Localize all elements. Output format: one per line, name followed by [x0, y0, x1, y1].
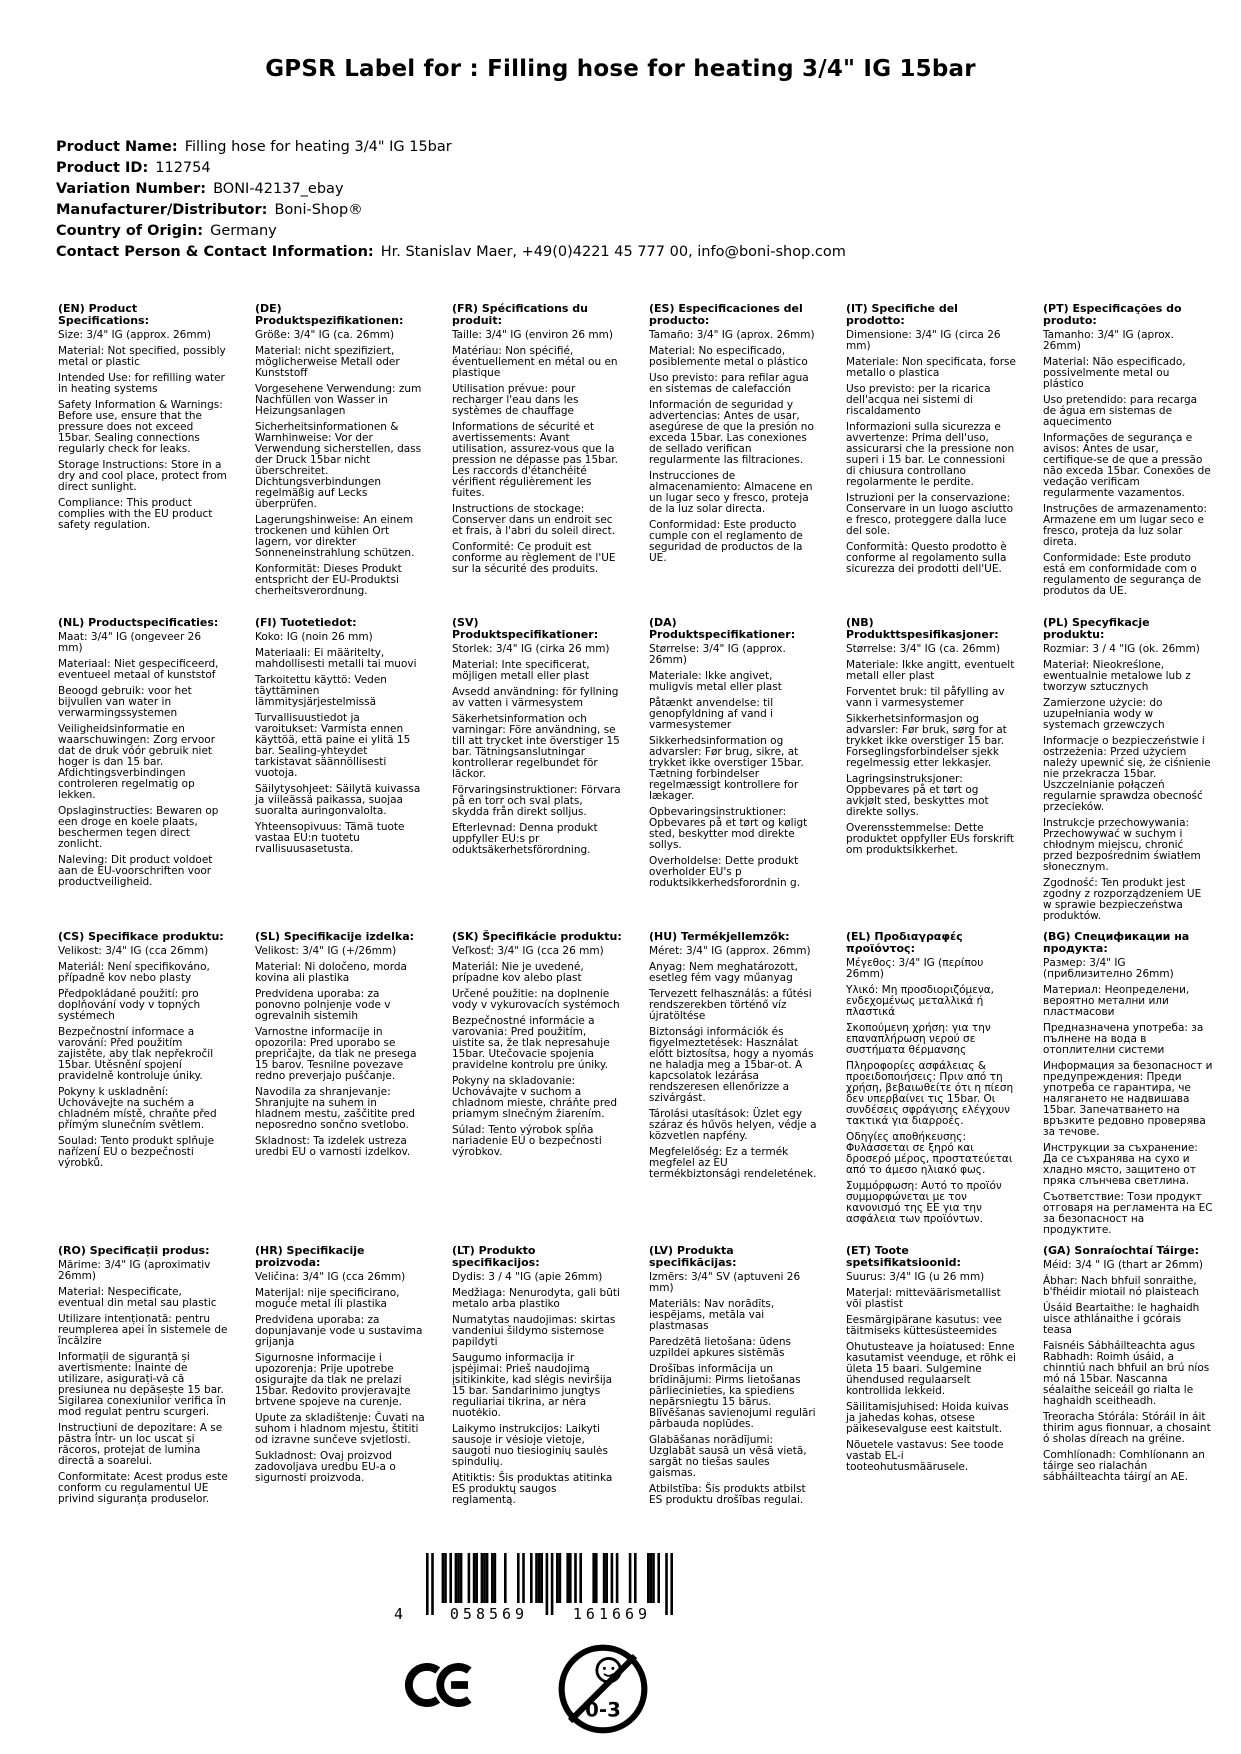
age-warning-label: 0-3	[585, 1698, 621, 1722]
field-label: Country of Origin:	[56, 223, 204, 239]
product-info-line	[56, 179, 846, 200]
spec-paragraph: Istruzioni per la conservazione: Conservare in un luogo asciutto e fresco, proteggere dalla luce del sole.	[846, 492, 1014, 537]
spec-paragraph: Påtænkt anvendelse: til genopfyldning af vand i varmesystemer	[649, 697, 774, 731]
spec-block-header: (ET) Toote spetsifikatsioonid:	[846, 1244, 961, 1269]
spec-block-header: (CS) Specifikace produktu:	[58, 930, 224, 943]
spec-paragraph: Materijal: nije specificirano, moguće metal ili plastika	[255, 1287, 400, 1310]
product-info-line	[56, 158, 846, 179]
spec-paragraph: Predviđena uporaba: za dopunjavanje vode u sustavima grijanja	[255, 1314, 423, 1348]
spec-paragraph: Materiale: Non specificata, forse metallo o plastica	[846, 356, 1016, 379]
spec-paragraph: Anyag: Nem meghatározott, esetleg fém vagy műanyag	[649, 961, 798, 984]
spec-paragraph: Ábhar: Nach bhfuil sonraithe, b'fhéidir miotail nó plaisteach	[1043, 1275, 1200, 1298]
spec-paragraph: Tárolási utasítások: Üzlet egy száraz és hűvös helyen, védje a közvetlen napfény.	[649, 1108, 817, 1142]
spec-paragraph: Comhlíonadh: Comhlíonann an táirge seo rialachán sábháilteachta táirgí an AE.	[1043, 1449, 1205, 1483]
spec-paragraph: Yhteensopivuus: Tämä tuote vastaa EU:n tuotetu rvallisuusasetusta.	[255, 821, 405, 855]
spec-paragraph: Veiligheidsinformatie en waarschuwingen: Zorg ervoor dat de druk vóór gebruik niet hoger is dan 15 bar. Afdichtingsverbindingen controleren regelmatig op lekken.	[58, 723, 216, 801]
spec-block-header: (ES) Especificaciones del producto:	[649, 302, 803, 327]
spec-paragraph: Turvallisuustiedot ja varoitukset: Varmista ennen käyttöä, että paine ei ylitä 15 bar. Sealing-yhteydet tarkistavat säännöllisesti vuotoja.	[255, 712, 411, 779]
spec-block-en	[58, 303, 228, 617]
spec-block-de	[255, 303, 425, 617]
spec-paragraph: Konformität: Dieses Produkt entspricht der EU-Produktsi cherheitsverordnung.	[255, 563, 402, 597]
spec-paragraph: Dimensione: 3/4" IG (circa 26 mm)	[846, 329, 1001, 352]
spec-paragraph: Size: 3/4" IG (approx. 26mm)	[58, 329, 211, 341]
spec-paragraph: Informacje o bezpieczeństwie i ostrzeżenia: Przed użyciem należy upewnić się, że ciśnienie nie przekracza 15bar. Uszczelnianie połączeń regularnie sprawdza obecność przecieków.	[1043, 735, 1211, 813]
page-title: GPSR Label for : Filling hose for heating 3/4" IG 15bar	[265, 56, 976, 82]
spec-paragraph: Vorgesehene Verwendung: zum Nachfüllen von Wasser in Heizungsanlagen	[255, 383, 422, 417]
spec-paragraph: Méret: 3/4" IG (approx. 26mm)	[649, 945, 811, 957]
spec-paragraph: Zamierzone użycie: do uzupełniania wody w systemach grzewczych	[1043, 697, 1165, 731]
spec-paragraph: Overholdelse: Dette produkt overholder EU's p roduktsikkerhedsforordnin g.	[649, 855, 801, 889]
spec-paragraph: Předpokládané použití: pro doplňování vody v topných systémech	[58, 988, 201, 1022]
spec-paragraph: Méid: 3/4 " IG (thart ar 26mm)	[1043, 1259, 1204, 1271]
field-value: Boni-Shop®	[274, 202, 363, 218]
spec-paragraph: Storage Instructions: Store in a dry and cool place, protect from direct sunlight.	[58, 459, 227, 493]
spec-paragraph: Overensstemmelse: Dette produktet oppfyller EUs forskrift om produktsikkerhet.	[846, 822, 1015, 856]
spec-block-lv	[649, 1245, 819, 1559]
spec-paragraph: Atitiktis: Šis produktas atitinka ES produktų saugos reglamentą.	[452, 1472, 613, 1506]
spec-paragraph: Säilytysohjeet: Säilytä kuivassa ja viileässä paikassa, suojaa suoralta auringonvalolta.	[255, 783, 421, 817]
spec-paragraph: Informazioni sulla sicurezza e avvertenze: Prima dell'uso, assicurarsi che la pressione non superi i 15 bar. Le connessioni di chiusura controllano regolarmente le perdite.	[846, 421, 1015, 488]
spec-paragraph: Forventet bruk: til påfylling av vann i varmesystemer	[846, 686, 1005, 709]
spec-paragraph: Soulad: Tento produkt splňuje nařízení EU o bezpečnosti výrobků.	[58, 1135, 215, 1169]
field-value: Hr. Stanislav Maer, +49(0)4221 45 777 00, info@boni-shop.com	[380, 244, 846, 260]
field-label: Product Name:	[56, 139, 178, 155]
spec-paragraph: Izmērs: 3/4" SV (aptuveni 26 mm)	[649, 1271, 801, 1294]
spec-paragraph: Tamaño: 3/4" IG (aprox. 26mm)	[649, 329, 815, 341]
spec-paragraph: Suurus: 3/4" IG (u 26 mm)	[846, 1271, 985, 1283]
spec-paragraph: Safety Information & Warnings: Before use, ensure that the pressure does not exceed 15bar. Sealing connections regularly check for leaks.	[58, 399, 223, 455]
spec-paragraph: Uso previsto: para refilar agua en sistemas de calefacción	[649, 372, 809, 395]
product-info-line	[56, 242, 846, 263]
spec-paragraph: Instrucțiuni de depozitare: A se păstra într- un loc uscat și răcoros, protejat de lumina directă a soarelui.	[58, 1422, 223, 1467]
field-label: Product ID:	[56, 160, 149, 176]
spec-paragraph: Säilitamisjuhised: Hoida kuivas ja jahedas kohas, otsese päikesevalguse eest kaitstult.	[846, 1401, 1009, 1435]
spec-paragraph: Säkerhetsinformation och varningar: Före användning, se till att trycket inte överstiger 15 bar. Tätningsanslutningar kontrollerar regelbundet för läckor.	[452, 713, 620, 780]
spec-block-header: (EL) Προδιαγραφές προϊόντος:	[846, 930, 963, 955]
spec-paragraph: Conformidad: Este producto cumple con el reglamento de seguridad de productos de la UE.	[649, 519, 803, 564]
spec-paragraph: Bezpečnostní informace a varování: Před použitím zajistěte, aby tlak nepřekročil 15bar. Utěsnění spojení pravidelně kontroluje úniky.	[58, 1026, 214, 1082]
spec-paragraph: Materjal: mitteväärismetallist või plastist	[846, 1287, 1001, 1310]
spec-paragraph: Υλικό: Μη προσδιοριζόμενα, ενδεχομένως μεταλλικά ή πλαστικά	[846, 984, 995, 1018]
spec-block-fi	[255, 617, 425, 931]
spec-paragraph: Saugumo informacija ir įspėjimai: Prieš naudojimą įsitikinkite, kad slėgis neviršija 15 bar. Sandarinimo jungtys reguliariai tikrina, ar nėra nuotėkio.	[452, 1352, 613, 1419]
spec-block-sv	[452, 617, 622, 931]
spec-block-hu	[649, 931, 819, 1245]
spec-block-lt	[452, 1245, 622, 1559]
spec-paragraph: Koko: IG (noin 26 mm)	[255, 631, 373, 643]
spec-block-header: (LT) Produkto specifikacijos:	[452, 1244, 540, 1269]
spec-block-header: (SV) Produktspecifikationer:	[452, 616, 599, 641]
spec-paragraph: Medžiaga: Nenurodyta, gali būti metalo arba plastiko	[452, 1287, 620, 1310]
spec-paragraph: Materiál: Nie je uvedené, prípadne kov alebo plast	[452, 961, 584, 984]
spec-block-header: (DA) Produktspecifikationer:	[649, 616, 796, 641]
spec-paragraph: Sukladnost: Ovaj proizvod zadovoljava uredbu EU-a o sigurnosti proizvoda.	[255, 1450, 396, 1484]
spec-paragraph: Opbevaringsinstruktioner: Opbevares på et tørt og køligt sted, beskytter mod direkte sollys.	[649, 806, 808, 851]
spec-paragraph: Avsedd användning: för fyllning av vatten i värmesystem	[452, 686, 619, 709]
spec-paragraph: Biztonsági információk és figyelmeztetések: Használat előtt biztosítsa, hogy a nyomás ne haladja meg a 15bar-ot. A kapcsolatok lezárása rendszeresen ellenőrizze a szivárgást.	[649, 1026, 814, 1104]
product-info-line	[56, 221, 846, 242]
spec-paragraph: Información de seguridad y advertencias: Antes de usar, asegúrese de que la presión no exceda 15bar. Las conexiones de sellado verifican regularmente las filtraciones.	[649, 399, 814, 466]
spec-paragraph: Πληροφορίες ασφάλειας & προειδοποιήσεις: Πριν από τη χρήση, βεβαιωθείτε ότι η πίεση δεν υπερβαίνει τις 15bar. Οι συνδέσεις σφράγισης ελέγχουν τακτικά για διαρροές.	[846, 1060, 1014, 1127]
spec-paragraph: Taille: 3/4" IG (environ 26 mm)	[452, 329, 613, 341]
spec-paragraph: Instrucciones de almacenamiento: Almacene en un lugar seco y fresco, proteja de la luz solar directa.	[649, 470, 813, 515]
spec-paragraph: Predvidena uporaba: za ponovno polnjenje vode v ogrevalnih sistemih	[255, 988, 391, 1022]
spec-paragraph: Informações de segurança e avisos: Antes de usar, certifique-se de que a pressão não exceda 15bar. Conexões de vedação verificam regularmente vazamentos.	[1043, 432, 1211, 499]
spec-paragraph: Størrelse: 3/4" IG (ca. 26mm)	[846, 643, 1001, 655]
spec-paragraph: Informații de siguranță și avertismente: Înainte de utilizare, asigurați-vă că presiunea nu depășește 15 bar. Sigilarea conexiunilor verifica în mod regulat pentru scurgeri.	[58, 1351, 226, 1418]
spec-paragraph: Dydis: 3 / 4 "IG (apie 26mm)	[452, 1271, 603, 1283]
spec-paragraph: Materiale: Ikke angivet, muligvis metal eller plast	[649, 670, 782, 693]
spec-paragraph: Drošības informācija un brīdinājumi: Pirms lietošanas pārliecinieties, ka spiediens nepārsniegtu 15 bārus. Blīvēšanas savienojumi regulāri pārbauda noplūdes.	[649, 1363, 816, 1430]
spec-paragraph: Instructions de stockage: Conserver dans un endroit sec et frais, à l'abri du soleil direct.	[452, 503, 616, 537]
spec-paragraph: Material: Não especificado, possivelmente metal ou plástico	[1043, 356, 1186, 390]
spec-block-it	[846, 303, 1016, 617]
spec-paragraph: Sigurnosne informacije i upozorenja: Prije upotrebe osigurajte da tlak ne prelazi 15bar. Redovito provjeravajte brtvene spojeve na curenje.	[255, 1352, 411, 1408]
spec-paragraph: Numatytas naudojimas: skirtas vandeniui šildymo sistemose papildyti	[452, 1314, 616, 1348]
spec-paragraph: Pokyny na skladovanie: Uchovávajte v suchom a chladnom mieste, chráňte pred priamym slnečným žiarením.	[452, 1075, 618, 1120]
spec-paragraph: Utilizare intenționată: pentru reumplerea apei în sistemele de încălzire	[58, 1313, 228, 1347]
product-info-line	[56, 137, 846, 158]
spec-paragraph: Материал: Неопределени, вероятно метални или пластмасови	[1043, 984, 1190, 1018]
spec-paragraph: Tamanho: 3/4" IG (aprox. 26mm)	[1043, 329, 1174, 352]
spec-paragraph: Matériau: Non spécifié, éventuellement en métal ou en plastique	[452, 345, 618, 379]
spec-paragraph: Intended Use: for refilling water in heating systems	[58, 372, 225, 395]
spec-paragraph: Nõuetele vastavus: See toode vastab EL-i tooteohutusmäärusele.	[846, 1439, 1004, 1473]
spec-paragraph: Conformidade: Este produto está em conformidade com o regulamento de segurança de produtos da UE.	[1043, 552, 1202, 597]
spec-paragraph: Lagerungshinweise: An einem trockenen und kühlen Ort lagern, vor direkter Sonneneinstrahlung schützen.	[255, 514, 415, 559]
spec-paragraph: Tarkoitettu käyttö: Veden täyttäminen lämmitysjärjestelmissä	[255, 674, 387, 708]
spec-paragraph: Veličina: 3/4" IG (cca 26mm)	[255, 1271, 406, 1283]
spec-block-sk	[452, 931, 622, 1245]
spec-paragraph: Съответствие: Този продукт отговаря на регламента на ЕС за безопасност на продуктите.	[1043, 1191, 1213, 1236]
spec-paragraph: Material: No especificado, posiblemente metal o plástico	[649, 345, 808, 368]
spec-block-header: (BG) Спецификации на продукта:	[1043, 930, 1190, 955]
spec-paragraph: Megfelelőség: Ez a termék megfelel az EU termékbiztonsági rendeletének.	[649, 1146, 817, 1180]
spec-paragraph: Navodila za shranjevanje: Shranjujte na suhem in hladnem mestu, zaščitite pred neposredno sončno svetlobo.	[255, 1086, 415, 1131]
spec-block-header: (FR) Spécifications du produit:	[452, 302, 589, 327]
spec-block-ga	[1043, 1245, 1213, 1559]
spec-paragraph: Størrelse: 3/4" IG (approx. 26mm)	[649, 643, 786, 666]
spec-paragraph: Varnostne informacije in opozorila: Pred uporabo se prepričajte, da tlak ne presega 15 barov. Tesnilne povezave redno preverjajo puščanje.	[255, 1026, 417, 1082]
spec-block-cs	[58, 931, 228, 1245]
spec-paragraph: Materiál: Není specifikováno, případně kov nebo plasty	[58, 961, 210, 984]
spec-paragraph: Materiaali: Ei määritelty, mahdollisesti metalli tai muovi	[255, 647, 417, 670]
spec-block-fr	[452, 303, 622, 617]
field-label: Manufacturer/Distributor:	[56, 202, 268, 218]
spec-paragraph: Pokyny k uskladnění: Uchovávejte na suchém a chladném místě, chraňte před přímým slunečním světlem.	[58, 1086, 217, 1131]
spec-paragraph: Storlek: 3/4" IG (cirka 26 mm)	[452, 643, 610, 655]
spec-block-header: (PT) Especificações do produto:	[1043, 302, 1182, 327]
spec-paragraph: Súlad: Tento výrobok spĺňa nariadenie EÚ o bezpečnosti výrobkov.	[452, 1124, 602, 1158]
spec-paragraph: Lagringsinstruksjoner: Oppbevares på et tørt og avkjølt sted, beskyttes mot direkte sollys.	[846, 773, 989, 818]
spec-paragraph: Maat: 3/4" IG (ongeveer 26 mm)	[58, 631, 202, 654]
field-value: Germany	[210, 223, 277, 239]
spec-block-header: (NL) Productspecificaties:	[58, 616, 219, 629]
spec-paragraph: Materiāls: Nav norādīts, iespējams, metāla vai plastmasas	[649, 1298, 775, 1332]
spec-block-es	[649, 303, 819, 617]
spec-paragraph: Tervezett felhasználás: a fűtési rendszerekben történő víz újratöltése	[649, 988, 812, 1022]
spec-paragraph: Sicherheitsinformationen & Warnhinweise: Vor der Verwendung sicherstellen, dass der Druck 15bar nicht überschreitet. Dichtungsverbindungen regelmäßig auf Lecks überprüfen.	[255, 421, 422, 510]
spec-paragraph: Zgodność: Ten produkt jest zgodny z rozporządzeniem UE w sprawie bezpieczeństwa produktów.	[1043, 877, 1202, 922]
spec-block-header: (PL) Specyfikacje produktu:	[1043, 616, 1150, 641]
field-value: BONI-42137_ebay	[213, 181, 344, 197]
spec-grid	[58, 303, 1213, 1559]
field-value: 112754	[155, 160, 211, 176]
spec-paragraph: Sikkerhedsinformation og advarsler: Før brug, sikre, at trykket ikke overstiger 15bar. Tætning forbindelser regelmæssigt kontrollere for lækager.	[649, 735, 804, 802]
spec-paragraph: Určené použitie: na doplnenie vody v vykurovacích systémoch	[452, 988, 620, 1011]
spec-paragraph: Conformitate: Acest produs este conform cu regulamentul UE privind siguranța produselor.	[58, 1471, 228, 1505]
spec-paragraph: Conformité: Ce produit est conforme au règlement de l'UE sur la sécurité des produits.	[452, 541, 616, 575]
spec-paragraph: Material: Inte specificerat, möjligen metall eller plast	[452, 659, 590, 682]
spec-block-da	[649, 617, 819, 931]
spec-block-header: (IT) Specifiche del prodotto:	[846, 302, 958, 327]
field-value: Filling hose for heating 3/4" IG 15bar	[184, 139, 452, 155]
spec-block-header: (SL) Specifikacije izdelka:	[255, 930, 415, 943]
product-info-line	[56, 200, 846, 221]
spec-paragraph: Treoracha Stórála: Stóráil in áit thirim agus fionnuar, a chosaint ó sholas díreach na gréine.	[1043, 1411, 1211, 1445]
spec-paragraph: Informations de sécurité et avertissements: Avant utilisation, assurez-vous que la pression ne dépasse pas 15bar. Les raccords d'étanchéité vérifient régulièrement les fuites.	[452, 421, 618, 499]
spec-paragraph: Utilisation prévue: pour recharger l'eau dans les systèmes de chauffage	[452, 383, 579, 417]
spec-block-header: (EN) Product Specifications:	[58, 302, 150, 327]
spec-block-header: (HR) Specifikacije proizvoda:	[255, 1244, 365, 1269]
spec-paragraph: Atbilstība: Šis produkts atbilst ES produktu drošības regulai.	[649, 1483, 806, 1506]
ce-mark-icon	[398, 1662, 474, 1708]
spec-paragraph: Инструкции за съхранение: Да се съхранява на сухо и хладно място, защитено от пряка слънчева светлина.	[1043, 1142, 1198, 1187]
barcode-digit-group-2: 161669	[572, 1605, 652, 1623]
spec-paragraph: Upute za skladištenje: Čuvati na suhom i hladnom mjestu, štititi od izravne sunčeve svjetlosti.	[255, 1412, 425, 1446]
spec-paragraph: Sikkerhetsinformasjon og advarsler: Før bruk, sørg for at trykket ikke overstiger 15 bar. Forseglingsforbindelser sjekk regelmessig etter lekkasjer.	[846, 713, 1007, 769]
spec-paragraph: Размер: 3/4" IG (приблизително 26mm)	[1043, 957, 1174, 980]
spec-paragraph: Οδηγίες αποθήκευσης: Φυλάσσεται σε ξηρό και δροσερό μέρος, προστατεύεται από το άμεσο ηλιακό φως.	[846, 1131, 1013, 1176]
spec-paragraph: Faisnéis Sábháilteachta agus Rabhadh: Roimh úsáid, a chinntiú nach bhfuil an brú níos mó ná 15bar. Nascanna séalaithe seiceáil go rialta le haghaidh sceitheadh.	[1043, 1340, 1210, 1407]
spec-paragraph: Material: Not specified, possibly metal or plastic	[58, 345, 226, 368]
spec-paragraph: Предназначена употреба: за пълнене на вода в отоплителни системи	[1043, 1022, 1204, 1056]
spec-block-header: (SK) Špecifikácie produktu:	[452, 930, 622, 943]
spec-paragraph: Conformità: Questo prodotto è conforme al regolamento sulla sicurezza dei prodotti dell'UE.	[846, 541, 1007, 575]
spec-block-pt	[1043, 303, 1213, 617]
spec-paragraph: Efterlevnad: Denna produkt uppfyller EU:s pr oduktsäkerhetsförordning.	[452, 822, 598, 856]
spec-block-header: (HU) Termékjellemzők:	[649, 930, 790, 943]
spec-paragraph: Opslaginstructies: Bewaren op een droge en koele plaats, beschermen tegen direct zonlicht.	[58, 805, 219, 850]
spec-paragraph: Velikost: 3/4" IG (cca 26mm)	[58, 945, 209, 957]
product-info	[56, 137, 846, 263]
barcode-lead-digit: 4	[394, 1605, 404, 1623]
spec-block-header: (LV) Produkta specifikācijas:	[649, 1244, 737, 1269]
spec-paragraph: Uso pretendido: para recarga de água em sistemas de aquecimento	[1043, 394, 1198, 428]
spec-paragraph: Ohutusteave ja hoiatused: Enne kasutamist veenduge, et rõhk ei ületa 15 baari. Sulgemine ühendused regulaarselt kontrollida lekkeid.	[846, 1341, 1016, 1397]
spec-paragraph: Materiał: Nieokreślone, ewentualnie metalowe lub z tworzyw sztucznych	[1043, 659, 1191, 693]
spec-paragraph: Eesmärgipärane kasutus: vee täitmiseks küttesüsteemides	[846, 1314, 1002, 1337]
spec-paragraph: Úsáid Beartaithe: le haghaidh uisce athlánaithe i gcórais teasa	[1043, 1302, 1200, 1336]
spec-block-nl	[58, 617, 228, 931]
spec-paragraph: Bezpečnostné informácie a varovania: Pred použitím, uistite sa, že tlak nepresahuje 15bar. Utečovacie spojenia pravidelne kontrolu pre úniky.	[452, 1015, 610, 1071]
spec-paragraph: Compliance: This product complies with the EU product safety regulation.	[58, 497, 213, 531]
spec-block-header: (GA) Sonraíochtaí Táirge:	[1043, 1244, 1199, 1257]
spec-block-hr	[255, 1245, 425, 1559]
spec-paragraph: Информация за безопасност и предупреждения: Преди употреба се гарантира, че налягането не надвишава 15bar. Запечатването на връзките редовно проверява за течове.	[1043, 1060, 1213, 1138]
spec-block-header: (FI) Tuotetiedot:	[255, 616, 357, 629]
spec-block-pl	[1043, 617, 1213, 931]
spec-paragraph: Μέγεθος: 3/4" IG (περίπου 26mm)	[846, 957, 984, 980]
spec-paragraph: Förvaringsinstruktioner: Förvara på en torr och sval plats, skydda från direkt solljus.	[452, 784, 621, 818]
spec-block-et	[846, 1245, 1016, 1559]
field-label: Variation Number:	[56, 181, 207, 197]
spec-paragraph: Naleving: Dit product voldoet aan de EU-voorschriften voor productveiligheid.	[58, 854, 213, 888]
spec-paragraph: Mărime: 3/4" IG (aproximativ 26mm)	[58, 1259, 211, 1282]
spec-paragraph: Velikost: 3/4" IG (+/26mm)	[255, 945, 397, 957]
spec-block-bg	[1043, 931, 1213, 1245]
spec-block-ro	[58, 1245, 228, 1559]
age-warning-icon	[556, 1642, 650, 1736]
spec-block-header: (RO) Specificații produs:	[58, 1244, 210, 1257]
spec-paragraph: Material: nicht spezifiziert, möglicherweise Metall oder Kunststoff	[255, 345, 400, 379]
spec-paragraph: Uso previsto: per la ricarica dell'acqua nei sistemi di riscaldamento	[846, 383, 991, 417]
spec-paragraph: Rozmiar: 3 / 4 "IG (ok. 26mm)	[1043, 643, 1200, 655]
spec-paragraph: Σκοπούμενη χρήση: για την επαναπλήρωση νερού σε συστήματα θέρμανσης	[846, 1022, 991, 1056]
spec-paragraph: Material: Nespecificate, eventual din metal sau plastic	[58, 1286, 217, 1309]
spec-paragraph: Größe: 3/4" IG (ca. 26mm)	[255, 329, 395, 341]
spec-paragraph: Materiaal: Niet gespecificeerd, eventueel metaal of kunststof	[58, 658, 219, 681]
spec-block-header: (NB) Produkttspesifikasjoner:	[846, 616, 999, 641]
spec-paragraph: Paredzētā lietošana: ūdens uzpildei apkures sistēmās	[649, 1336, 791, 1359]
barcode	[392, 1553, 673, 1633]
spec-paragraph: Instruções de armazenamento: Armazene em um lugar seco e fresco, proteja da luz solar direta.	[1043, 503, 1207, 548]
barcode-digit-group-1: 058569	[449, 1605, 529, 1623]
spec-paragraph: Material: Ni določeno, morda kovina ali plastika	[255, 961, 407, 984]
spec-block-nb	[846, 617, 1016, 931]
spec-paragraph: Συμμόρφωση: Αυτό το προϊόν συμμορφώνεται με τον κανονισμό της ΕΕ για την ασφάλεια των προϊόντων.	[846, 1180, 1002, 1225]
field-label: Contact Person & Contact Information:	[56, 244, 374, 260]
spec-paragraph: Skladnost: Ta izdelek ustreza uredbi EU o varnosti izdelkov.	[255, 1135, 411, 1158]
spec-paragraph: Laikymo instrukcijos: Laikyti sausoje ir vėsioje vietoje, saugoti nuo tiesioginių saulės spindulių.	[452, 1423, 608, 1468]
spec-paragraph: Materiale: Ikke angitt, eventuelt metall eller plast	[846, 659, 1015, 682]
spec-block-el	[846, 931, 1016, 1245]
spec-paragraph: Glabāšanas norādījumi: Uzglabāt sausā un vēsā vietā, sargāt no tiešas saules gaismas.	[649, 1434, 807, 1479]
spec-paragraph: Instrukcje przechowywania: Przechowywać w suchym i chłodnym miejscu, chronić przed bezpośrednim światłem słonecznym.	[1043, 817, 1201, 873]
spec-block-sl	[255, 931, 425, 1245]
spec-paragraph: Veľkosť: 3/4" IG (cca 26 mm)	[452, 945, 604, 957]
spec-block-header: (DE) Produktspezifikationen:	[255, 302, 404, 327]
spec-paragraph: Beoogd gebruik: voor het bijvullen van water in verwarmingssystemen	[58, 685, 192, 719]
